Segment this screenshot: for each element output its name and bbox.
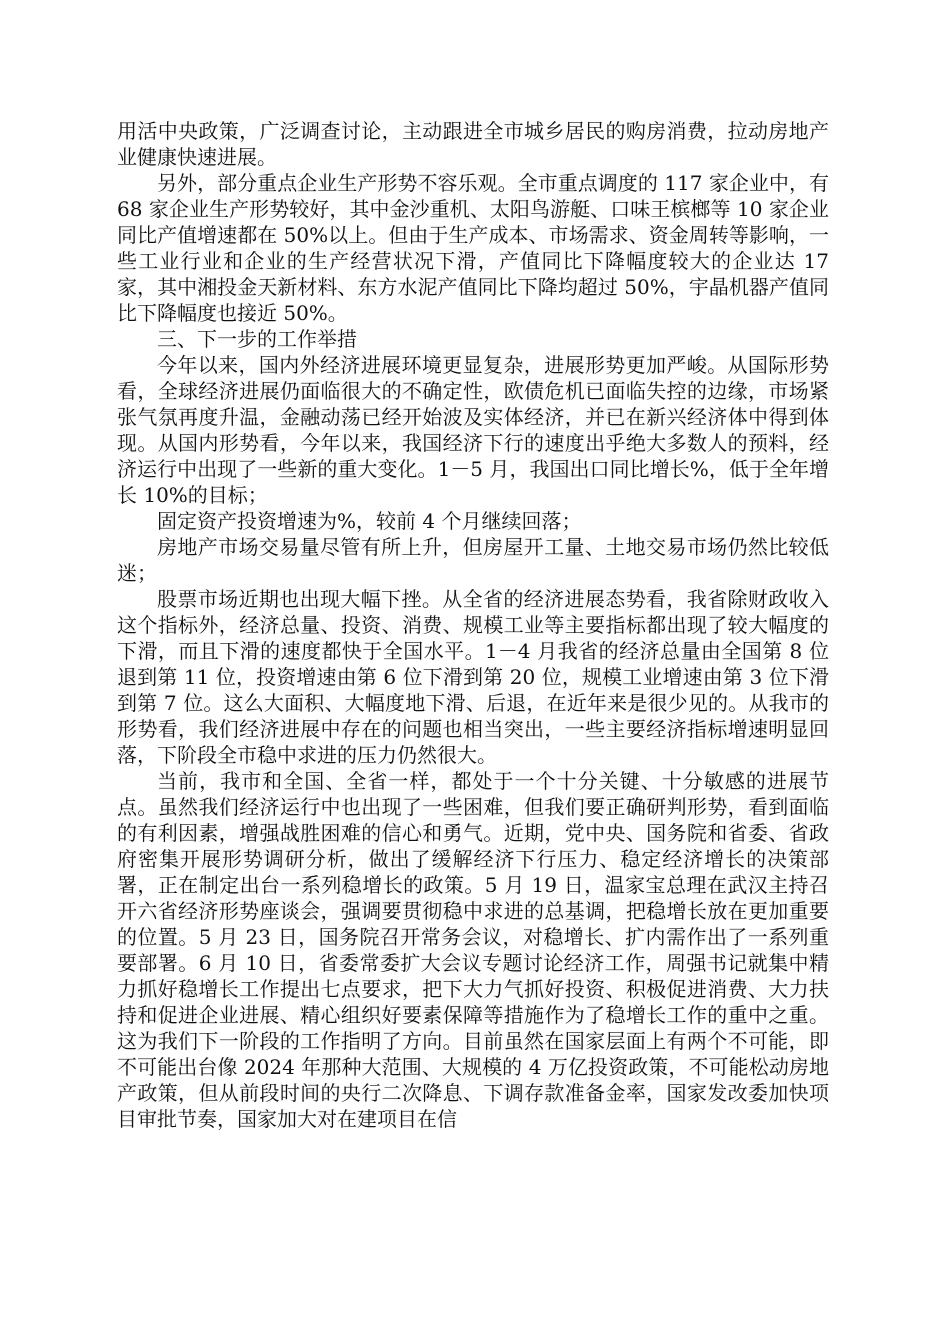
paragraph: 当前，我市和全国、全省一样，都处于一个十分关键、十分敏感的进展节点。虽然我们经济运行中也出现了一些困难，但我们要正确研判形势，看到面临的有利因素，增强战胜困难的信心和勇气。近期，党中央、国务院和省委、省政府密集开展形势调研分析，做出了缓解经济下行压力、稳定经济增长的决策部署，正在制定出台一系列稳增长的政策。5 月 19 日，温家宝总理在武汉主持召开六省经济形势座谈会，强调要贯彻稳中求进的总基调，把稳增长放在更加重要的位置。5 月 23 日，国务院召开常务会议，对稳增长、扩内需作出了一系列重要部署。6 月 10 日，省委常委扩大会议专题讨论经济工作，周强书记就集中精力抓好稳增长工作提出七点要求，把下大力气抓好投资、积极促进消费、大力扶持和促进企业进展、精心组织好要素保障等措施作为了稳增长工作的重中之重。这为我们下一阶段的工作指明了方向。目前虽然在国家层面上有两个不可能，即不可能出台像 2024 年那种大范围、大规模的 4 万亿投资政策，不可能松动房地产政策，但从前段时间的央行二次降息、下调存款准备金率，国家发改委加快项目审批节奏，国家加大对在建项目在信 bbox=[117, 769, 829, 1131]
paragraph: 用活中央政策，广泛调查讨论，主动跟进全市城乡居民的购房消费，拉动房地产业健康快速进展。 bbox=[117, 119, 829, 169]
paragraph: 另外，部分重点企业生产形势不容乐观。全市重点调度的 117 家企业中，有 68 家企业生产形势较好，其中金沙重机、太阳鸟游艇、口味王槟榔等 10 家企业同比产值增速都在 50%以上。但由于生产成本、市场需求、资金周转等影响，一些工业行业和企业的生产经营状况下滑，产值同比下降幅度较大的企业达 17 家，其中湘投金天新材料、东方水泥产值同比下降均超过 50%，宇晶机器产值同比下降幅度也接近 50%。 bbox=[117, 171, 829, 325]
paragraph: 今年以来，国内外经济进展环境更显复杂，进展形势更加严峻。从国际形势看，全球经济进展仍面临很大的不确定性，欧债危机已面临失控的边缘，市场紧张气氛再度升温，金融动荡已经开始波及实体经济，并已在新兴经济体中得到体现。从国内形势看，今年以来，我国经济下行的速度出乎绝大多数人的预料，经济运行中出现了一些新的重大变化。1－5 月，我国出口同比增长%，低于全年增长 10%的目标； bbox=[117, 353, 829, 507]
paragraph: 固定资产投资增速为%，较前 4 个月继续回落； bbox=[157, 509, 582, 533]
paragraph: 房地产市场交易量尽管有所上升，但房屋开工量、土地交易市场仍然比较低迷； bbox=[117, 535, 829, 585]
paragraph: 股票市场近期也出现大幅下挫。从全省的经济进展态势看，我省除财政收入这个指标外，经济总量、投资、消费、规模工业等主要指标都出现了较大幅度的下滑，而且下滑的速度都快于全国水平。1－4 月我省的经济总量由全国第 8 位退到第 11 位，投资增速由第 6 位下滑到第 20 位，规模工业增速由第 3 位下滑到第 7 位。这么大面积、大幅度地下滑、后退，在近年来是很少见的。从我市的形势看，我们经济进展中存在的问题也相当突出，一些主要经济指标增速明显回落，下阶段全市稳中求进的压力仍然很大。 bbox=[117, 587, 829, 767]
section-heading: 三、下一步的工作举措 bbox=[157, 327, 357, 351]
document-body bbox=[117, 118, 829, 1132]
